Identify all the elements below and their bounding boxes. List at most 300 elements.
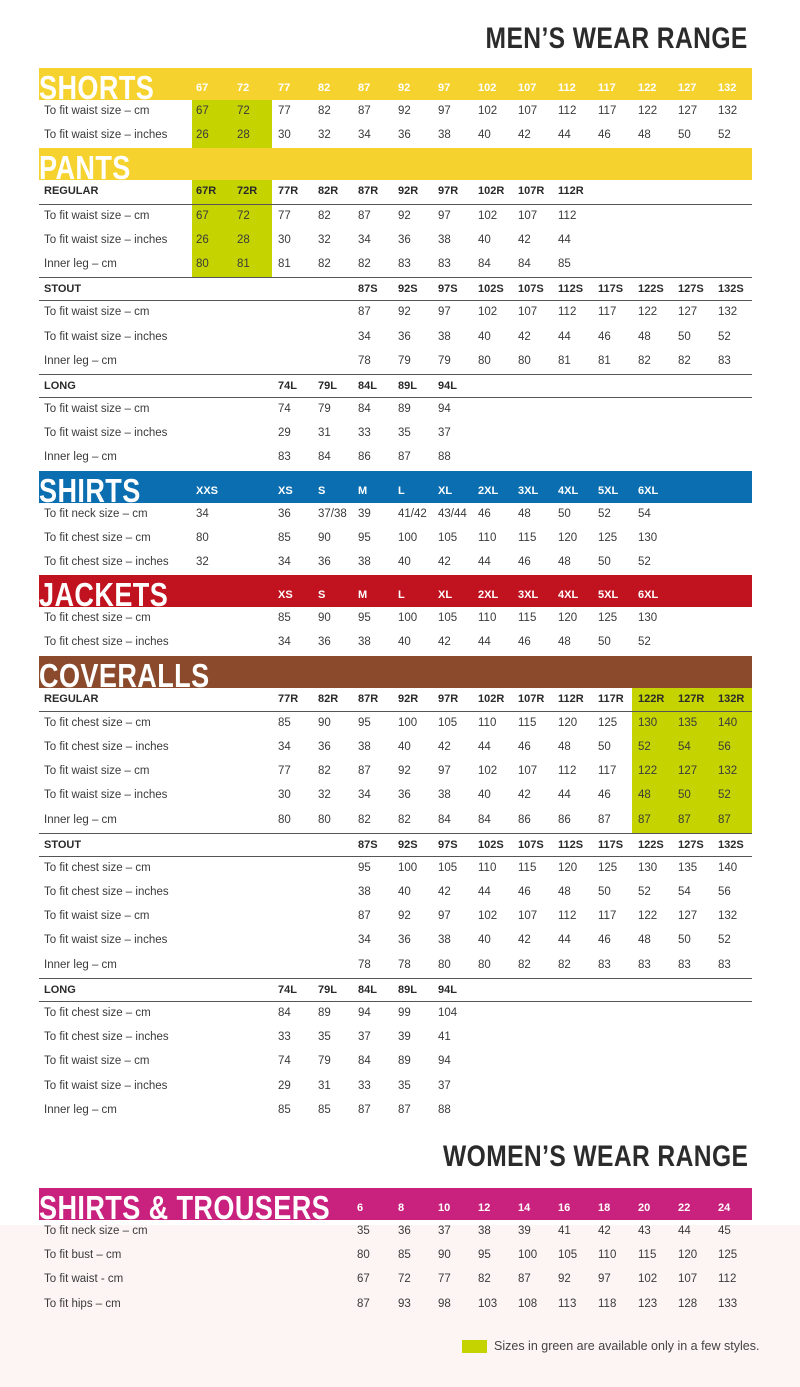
cell: 135 [678, 716, 698, 729]
table-row [39, 124, 752, 148]
size-header: 92 [398, 82, 411, 94]
cell: 82 [398, 813, 411, 826]
cell: 26 [196, 129, 209, 142]
size-header: 87 [358, 82, 371, 94]
cell: 82 [358, 813, 371, 826]
row-label: To fit waist size – inches [44, 330, 168, 343]
cell: 84L [358, 983, 377, 996]
cell: 34 [358, 789, 371, 802]
cell: 41 [558, 1225, 571, 1237]
cell: 34 [196, 507, 209, 520]
row-label: To fit waist size – inches [44, 789, 168, 802]
cell: 90 [318, 612, 331, 625]
cell: 83 [398, 257, 411, 270]
cell: 50 [598, 556, 611, 568]
cell: 79 [318, 1055, 331, 1068]
cell: 84 [358, 1055, 371, 1068]
cell: 81 [598, 354, 611, 367]
cell: 48 [518, 507, 531, 520]
cell: 34 [278, 740, 291, 753]
cell: 43 [638, 1225, 651, 1237]
cell: 77 [438, 1273, 451, 1286]
cell: 36 [278, 507, 291, 520]
table-row [39, 736, 752, 760]
cell: 40 [398, 886, 411, 899]
cell: 112R [558, 692, 584, 705]
cell: 97S [438, 838, 458, 851]
cell: 98 [438, 1297, 451, 1310]
size-header: 127 [678, 82, 697, 94]
row-label: To fit waist size – inches [44, 233, 168, 246]
cell: 38 [358, 886, 371, 899]
cell: 86 [358, 451, 371, 464]
group-header [39, 688, 752, 712]
cell: 35 [398, 1079, 411, 1092]
cell: 87R [358, 185, 379, 198]
cell: 102 [478, 209, 498, 222]
row-label: To fit waist size – inches [44, 1079, 168, 1092]
cell: 140 [718, 716, 738, 729]
shorts-band [39, 68, 752, 100]
cell: 40 [478, 934, 491, 947]
cell: 67 [196, 209, 209, 222]
cell: 33 [278, 1031, 291, 1044]
jackets-band [39, 575, 752, 607]
cell: 115 [518, 716, 537, 729]
cell: 132 [718, 105, 738, 117]
cell: 44 [478, 886, 491, 899]
cell: 87 [718, 813, 731, 826]
cell: 85 [318, 1103, 331, 1116]
coveralls-band [39, 656, 752, 688]
row-label: To fit chest size – cm [44, 1007, 151, 1019]
table-row [39, 1050, 752, 1074]
cell: 38 [438, 330, 451, 343]
cell: 87 [678, 813, 691, 826]
cell: 112 [558, 209, 577, 222]
cell: 97 [438, 910, 451, 923]
group-header [39, 180, 752, 204]
cell: 112S [558, 283, 584, 296]
table-row [39, 100, 752, 124]
size-header: 77 [278, 82, 291, 94]
cell: 125 [598, 531, 618, 544]
cell: 132 [718, 910, 738, 923]
cell: 79L [318, 379, 337, 392]
size-header: 102 [478, 82, 497, 94]
cell: 110 [478, 716, 497, 729]
cell: 50 [678, 789, 691, 802]
cell: 107S [518, 838, 544, 851]
cell: 44 [558, 330, 571, 343]
size-header: 82 [318, 82, 331, 94]
cell: 44 [558, 233, 571, 246]
table-row [39, 1075, 752, 1099]
row-label: To fit waist - cm [44, 1273, 124, 1286]
cell: 52 [638, 636, 651, 649]
size-header: 10 [438, 1202, 451, 1214]
table-row [39, 229, 752, 253]
cell: 74L [278, 983, 297, 996]
cell: 115 [518, 861, 537, 874]
cell: 97 [438, 105, 451, 117]
size-header: 22 [678, 1202, 691, 1214]
cell: 44 [558, 934, 571, 947]
cell: 92 [398, 105, 411, 117]
cell: 127 [678, 910, 698, 923]
size-header: 4XL [558, 589, 579, 602]
cell: 92S [398, 283, 418, 296]
row-label: To fit waist size – cm [44, 765, 150, 778]
cell: 77R [278, 185, 299, 198]
row-label: To fit waist size – inches [44, 934, 168, 947]
row-label: To fit chest size – inches [44, 886, 169, 899]
cell: 83 [278, 451, 291, 464]
cell: 43/44 [438, 507, 467, 520]
cell: 33 [358, 427, 371, 440]
table-row [39, 446, 752, 470]
cell: 30 [278, 129, 291, 142]
cell: 123 [638, 1297, 658, 1310]
cell: 42 [438, 886, 451, 899]
cell: 102 [478, 765, 498, 778]
cell: 100 [398, 612, 418, 625]
cell: 46 [598, 934, 611, 947]
cell: 94 [438, 1055, 451, 1068]
cell: 42 [518, 330, 531, 343]
size-header: 6XL [638, 484, 659, 497]
cell: 88 [438, 1103, 451, 1116]
cell: 41/42 [398, 507, 427, 520]
cell: 50 [598, 740, 611, 753]
cell: 87 [358, 209, 371, 222]
size-header: L [398, 589, 405, 602]
cell: 87 [638, 813, 651, 826]
cell: 81 [278, 257, 291, 270]
cell: 46 [598, 330, 611, 343]
cell: 50 [678, 129, 691, 142]
group-header [39, 833, 752, 857]
cell: 36 [398, 1225, 411, 1237]
table-row [39, 398, 752, 422]
table-row [39, 1099, 752, 1123]
cell: 102S [478, 838, 504, 851]
cell: 35 [318, 1031, 331, 1044]
cell: 82 [678, 354, 691, 367]
cell: 48 [558, 886, 571, 899]
cell: 107 [518, 765, 538, 778]
size-header: XL [438, 484, 453, 497]
row-label: REGULAR [44, 692, 99, 705]
cell: 79 [438, 354, 451, 367]
size-header: 3XL [518, 484, 539, 497]
cell: 127S [678, 283, 704, 296]
cell: 35 [398, 427, 411, 440]
cell: 81 [558, 354, 571, 367]
cell: 72 [398, 1273, 411, 1286]
cell: 140 [718, 861, 738, 874]
cell: 78 [358, 354, 371, 367]
cell: 102 [478, 105, 498, 117]
row-label: To fit hips – cm [44, 1297, 121, 1310]
cell: 72R [237, 185, 258, 198]
cell: 97 [438, 765, 451, 778]
cell: 36 [318, 556, 331, 568]
cell: 34 [358, 934, 371, 947]
cell: 42 [518, 129, 531, 142]
cell: 82 [318, 257, 331, 270]
cell: 42 [518, 233, 531, 246]
cell: 36 [398, 330, 411, 343]
row-label: Inner leg – cm [44, 257, 117, 270]
cell: 36 [398, 129, 411, 142]
cell: 77 [278, 209, 291, 222]
table-row [39, 857, 752, 881]
cell: 122 [638, 910, 658, 923]
row-label: To fit waist size – inches [44, 129, 168, 142]
cell: 39 [398, 1031, 411, 1044]
cell: 95 [358, 531, 371, 544]
cell: 36 [398, 233, 411, 246]
cell: 38 [478, 1225, 491, 1237]
cell: 87R [358, 692, 379, 705]
cell: 38 [358, 636, 371, 649]
cell: 46 [518, 556, 531, 568]
cell: 132S [718, 283, 744, 296]
row-label: To fit chest size – cm [44, 861, 151, 874]
cell: 105 [438, 531, 458, 544]
cell: 87 [518, 1273, 531, 1286]
jackets-title: JACKETS [39, 576, 169, 608]
cell: 97 [438, 209, 451, 222]
table-row [39, 760, 752, 784]
cell: 122 [638, 105, 658, 117]
cell: 103 [478, 1297, 498, 1310]
cell: 84 [278, 1007, 291, 1019]
size-header: 132 [718, 82, 737, 94]
row-label: To fit neck size – cm [44, 507, 148, 520]
cell: 35 [357, 1225, 370, 1237]
size-header: XL [438, 589, 453, 602]
cell: 38 [438, 129, 451, 142]
cell: 40 [478, 789, 491, 802]
cell: 36 [398, 934, 411, 947]
cell: 130 [638, 861, 658, 874]
cell: 37 [438, 427, 451, 440]
cell: 83 [718, 958, 731, 971]
cell: 95 [478, 1249, 491, 1262]
cell: 85 [278, 716, 291, 729]
cell: 120 [558, 612, 578, 625]
cell: 117 [598, 105, 617, 117]
size-header: 2XL [478, 589, 499, 602]
cell: 48 [638, 129, 651, 142]
row-label: To fit bust – cm [44, 1249, 122, 1262]
cell: 37/38 [318, 507, 347, 520]
cell: 46 [518, 886, 531, 899]
cell: 38 [438, 934, 451, 947]
cell: 107 [518, 105, 538, 117]
cell: 87 [358, 910, 371, 923]
cell: 97R [438, 692, 459, 705]
cell: 82R [318, 185, 339, 198]
cell: 107R [518, 185, 545, 198]
cell: 117R [598, 692, 624, 705]
cell: 112S [558, 838, 584, 851]
cell: 94L [438, 379, 457, 392]
cell: 117 [598, 910, 617, 923]
cell: 87 [398, 1103, 411, 1116]
cell: 84 [318, 451, 331, 464]
row-label: To fit chest size – inches [44, 1031, 169, 1044]
cell: 77 [278, 105, 291, 117]
size-header: 2XL [478, 484, 499, 497]
cell: 102R [478, 185, 505, 198]
cell: 52 [718, 330, 731, 343]
cell: 132S [718, 838, 744, 851]
cell: 117S [598, 838, 624, 851]
womens-title: WOMEN’S WEAR RANGE [442, 1140, 748, 1173]
cell: 117S [598, 283, 624, 296]
cell: 40 [398, 740, 411, 753]
cell: 92 [398, 306, 411, 319]
table-row [39, 809, 752, 833]
cell: 85 [278, 1103, 291, 1116]
cell: 82 [638, 354, 651, 367]
cell: 107R [518, 692, 545, 705]
cell: 46 [518, 636, 531, 649]
table-row [39, 527, 752, 551]
cell: 41 [438, 1031, 451, 1044]
cell: 46 [598, 129, 611, 142]
size-header: 4XL [558, 484, 579, 497]
cell: 46 [518, 740, 531, 753]
row-label: Inner leg – cm [44, 1103, 117, 1116]
cell: 38 [358, 740, 371, 753]
table-row [39, 881, 752, 905]
cell: 84 [518, 257, 531, 270]
cell: 122 [638, 306, 658, 319]
cell: 115 [638, 1249, 657, 1262]
row-label: To fit chest size – inches [44, 636, 169, 649]
cell: 67 [196, 105, 209, 117]
pants-band [39, 148, 752, 180]
row-label: LONG [44, 379, 76, 392]
cell: 50 [598, 886, 611, 899]
cell: 36 [318, 636, 331, 649]
cell: 117 [598, 306, 617, 319]
cell: 83 [678, 958, 691, 971]
row-label: LONG [44, 983, 76, 996]
cell: 97 [438, 306, 451, 319]
cell: 74 [278, 403, 291, 416]
cell: 99 [398, 1007, 411, 1019]
cell: 102 [478, 306, 498, 319]
cell: 52 [718, 789, 731, 802]
cell: 132 [718, 765, 738, 778]
cell: 39 [518, 1225, 531, 1237]
cell: 89 [398, 1055, 411, 1068]
cell: 32 [318, 789, 331, 802]
cell: 110 [598, 1249, 617, 1262]
cell: 28 [237, 233, 250, 246]
cell: 32 [196, 556, 209, 568]
row-label: To fit chest size – cm [44, 716, 151, 729]
cell: 85 [278, 612, 291, 625]
cell: 54 [678, 740, 691, 753]
cell: 112 [558, 306, 577, 319]
cell: 82 [318, 209, 331, 222]
cell: 46 [478, 507, 491, 520]
cell: 82 [318, 765, 331, 778]
cell: 48 [558, 636, 571, 649]
cell: 87S [358, 838, 378, 851]
cell: 94 [358, 1007, 371, 1019]
cell: 127R [678, 692, 705, 705]
table-row [39, 326, 752, 350]
cell: 42 [438, 556, 451, 568]
cell: 105 [558, 1249, 578, 1262]
cell: 40 [398, 556, 411, 568]
size-header: M [358, 484, 368, 497]
cell: 113 [558, 1297, 577, 1310]
cell: 50 [598, 636, 611, 649]
group-header [39, 374, 752, 398]
cell: 92 [558, 1273, 571, 1286]
cell: 52 [598, 507, 611, 520]
cell: 100 [398, 861, 418, 874]
row-label: Inner leg – cm [44, 354, 117, 367]
cell: 122S [638, 838, 664, 851]
size-header: 3XL [518, 589, 539, 602]
cell: 95 [358, 612, 371, 625]
size-header: 5XL [598, 484, 619, 497]
row-label: Inner leg – cm [44, 958, 117, 971]
row-label: To fit neck size – cm [44, 1225, 148, 1237]
cell: 108 [518, 1297, 538, 1310]
womens-title: SHIRTS & TROUSERS [39, 1189, 331, 1220]
table-row [39, 905, 752, 929]
mens-title: MEN’S WEAR RANGE [485, 22, 748, 55]
cell: 95 [358, 716, 371, 729]
cell: 87 [358, 306, 371, 319]
cell: 56 [718, 886, 731, 899]
cell: 67R [196, 185, 217, 198]
cell: 110 [478, 861, 497, 874]
row-label: To fit waist size – cm [44, 306, 150, 319]
cell: 128 [678, 1297, 698, 1310]
cell: 80 [438, 958, 451, 971]
cell: 105 [438, 612, 458, 625]
cell: 127S [678, 838, 704, 851]
cell: 52 [638, 886, 651, 899]
cell: 84 [478, 813, 491, 826]
cell: 85 [398, 1249, 411, 1262]
cell: 46 [598, 789, 611, 802]
cell: 97R [438, 185, 459, 198]
cell: 107 [518, 209, 538, 222]
cell: 133 [718, 1297, 738, 1310]
cell: 102 [638, 1273, 658, 1286]
cell: 86 [558, 813, 571, 826]
cell: 78 [358, 958, 371, 971]
cell: 48 [638, 934, 651, 947]
shirts-band [39, 471, 752, 503]
cell: 72 [237, 209, 250, 222]
table-row [39, 712, 752, 736]
size-header: 107 [518, 82, 537, 94]
cell: 72 [237, 105, 250, 117]
